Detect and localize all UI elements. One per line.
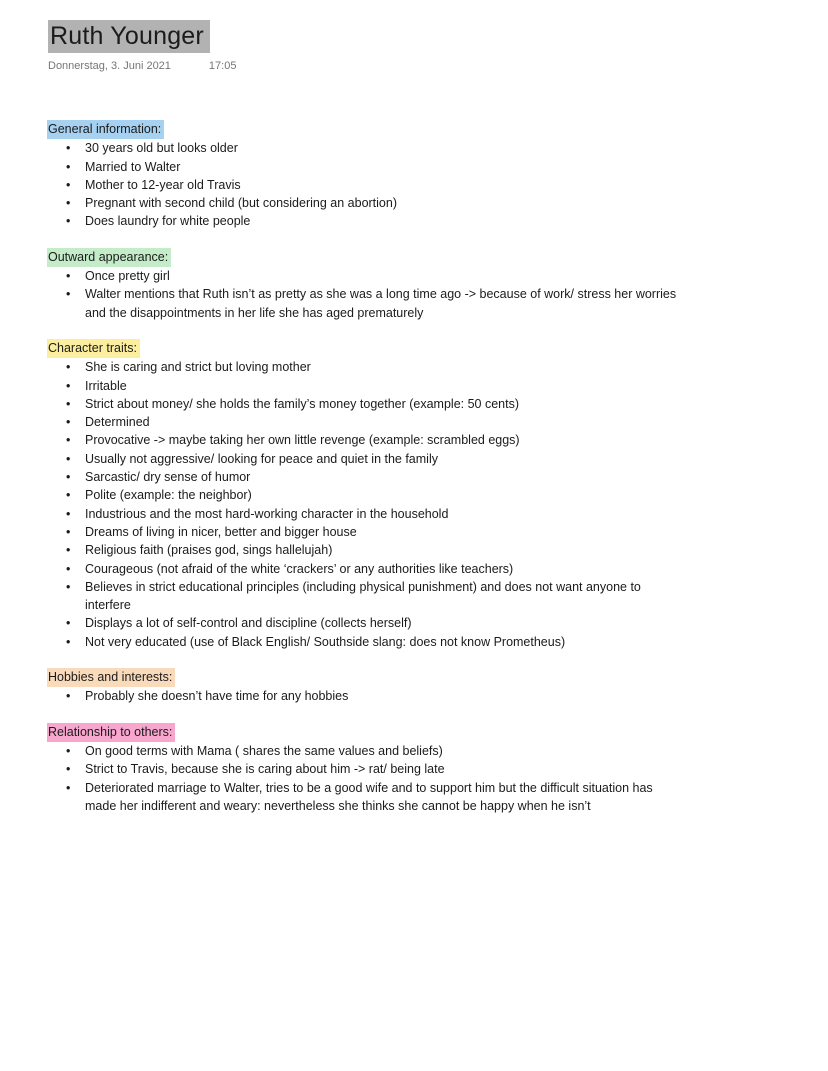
bullet-item: • Strict about money/ she holds the family’s money together (example: 50 cents) bbox=[48, 395, 680, 413]
bullet-item: • Not very educated (use of Black English/ Southside slang: does not know Prometheus) bbox=[48, 633, 680, 651]
page-title-row bbox=[48, 20, 768, 53]
bullet-item: • Usually not aggressive/ looking for peace and quiet in the family bbox=[48, 450, 680, 468]
section-heading-general-information: General information: bbox=[47, 120, 164, 139]
page-time: 17:05 bbox=[208, 60, 237, 72]
bullet-item: • Courageous (not afraid of the white ‘crackers’ or any authorities like teachers) bbox=[48, 560, 680, 578]
bullet-item: • Religious faith (praises god, sings hallelujah) bbox=[48, 541, 680, 559]
note-section-relationship-to-others bbox=[48, 723, 768, 815]
bullet-list bbox=[48, 139, 680, 230]
bullet-item: • Does laundry for white people bbox=[48, 212, 680, 230]
bullet-item: • Sarcastic/ dry sense of humor bbox=[48, 468, 680, 486]
bullet-item: • Irritable bbox=[48, 377, 680, 395]
bullet-list bbox=[48, 687, 680, 705]
bullet-item: • Walter mentions that Ruth isn’t as pretty as she was a long time ago -> because of work/ stress her worries and the disappointments in her life she has aged prematurely bbox=[48, 285, 680, 322]
note-section-outward-appearance bbox=[48, 248, 768, 322]
bullet-item: • Provocative -> maybe taking her own little revenge (example: scrambled eggs) bbox=[48, 431, 680, 449]
bullet-item: • Determined bbox=[48, 413, 680, 431]
bullet-list bbox=[48, 267, 680, 322]
bullet-item: • Displays a lot of self-control and discipline (collects herself) bbox=[48, 614, 680, 632]
bullet-item: • On good terms with Mama ( shares the same values and beliefs) bbox=[48, 742, 680, 760]
note-section-general-information bbox=[48, 120, 768, 231]
note-content bbox=[48, 120, 768, 815]
bullet-item: • Deteriorated marriage to Walter, tries to be a good wife and to support him but the difficult situation has made her indifferent and weary: nevertheless she thinks she cannot be happy when he isn’t bbox=[48, 779, 680, 816]
bullet-item: • Polite (example: the neighbor) bbox=[48, 486, 680, 504]
section-heading-hobbies-and-interests: Hobbies and interests: bbox=[47, 668, 175, 687]
bullet-item: • Dreams of living in nicer, better and bigger house bbox=[48, 523, 680, 541]
bullet-item: • Industrious and the most hard-working character in the household bbox=[48, 505, 680, 523]
bullet-item: • Mother to 12-year old Travis bbox=[48, 176, 680, 194]
bullet-item: • She is caring and strict but loving mother bbox=[48, 358, 680, 376]
bullet-list bbox=[48, 358, 680, 651]
date-row bbox=[48, 59, 768, 73]
bullet-item: • Married to Walter bbox=[48, 158, 680, 176]
page-header bbox=[48, 20, 768, 73]
bullet-item: • Strict to Travis, because she is caring about him -> rat/ being late bbox=[48, 760, 680, 778]
note-section-hobbies-and-interests bbox=[48, 668, 768, 706]
bullet-item: • Believes in strict educational principles (including physical punishment) and does not want anyone to interfere bbox=[48, 578, 680, 615]
section-heading-outward-appearance: Outward appearance: bbox=[47, 248, 171, 267]
section-heading-relationship-to-others: Relationship to others: bbox=[47, 723, 175, 742]
bullet-item: • 30 years old but looks older bbox=[48, 139, 680, 157]
section-heading-character-traits: Character traits: bbox=[47, 339, 140, 358]
bullet-item: • Once pretty girl bbox=[48, 267, 680, 285]
page-title: Ruth Younger bbox=[48, 20, 210, 53]
bullet-item: • Pregnant with second child (but considering an abortion) bbox=[48, 194, 680, 212]
bullet-list bbox=[48, 742, 680, 815]
bullet-item: • Probably she doesn’t have time for any hobbies bbox=[48, 687, 680, 705]
page-date: Donnerstag, 3. Juni 2021 bbox=[48, 60, 171, 72]
note-section-character-traits bbox=[48, 339, 768, 651]
